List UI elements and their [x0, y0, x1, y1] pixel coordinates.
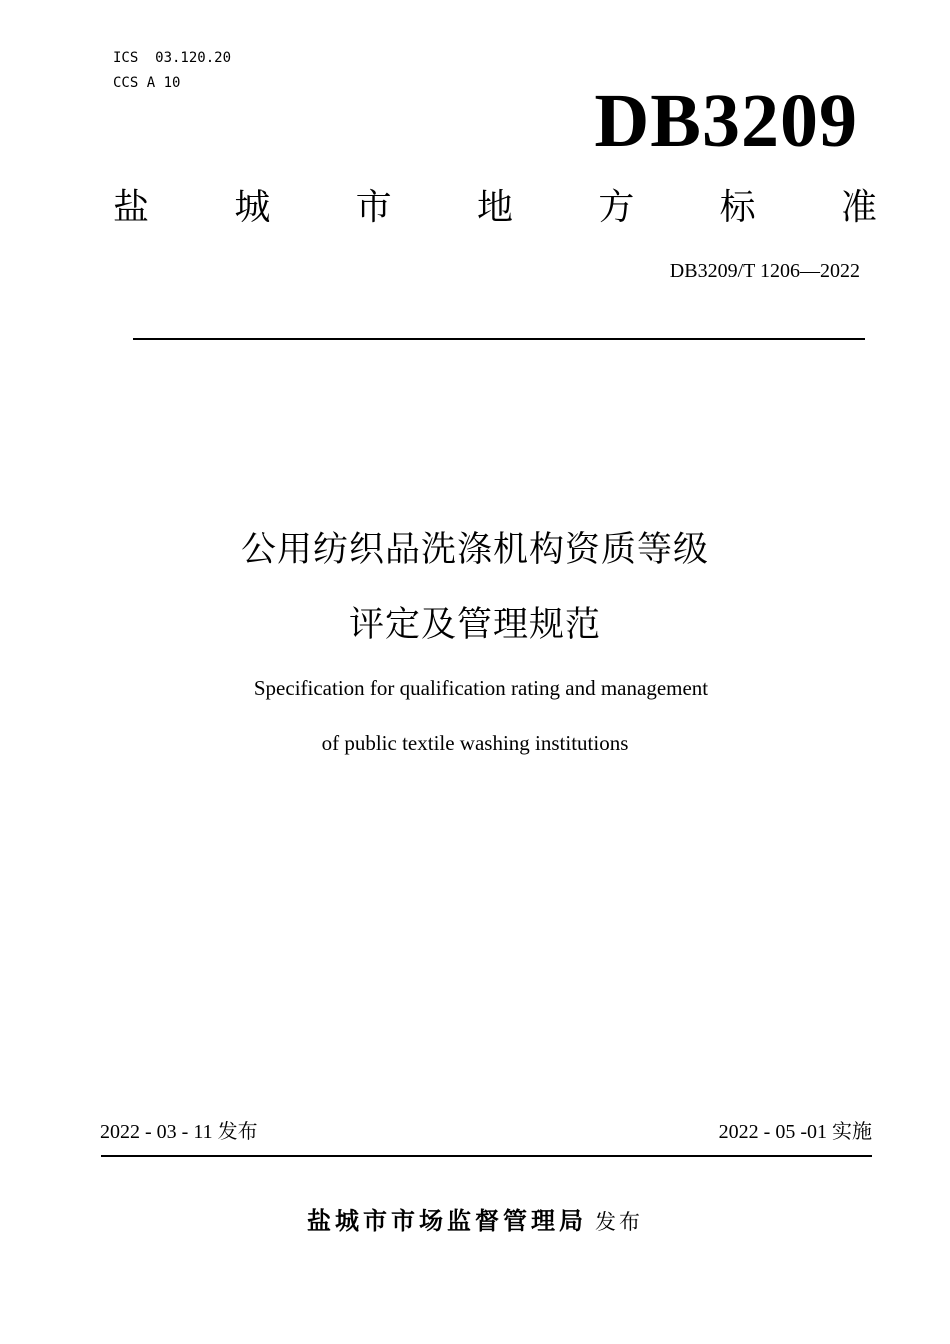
standard-number: DB3209/T 1206—2022 — [669, 260, 860, 282]
title-en-line-2: of public textile washing institutions — [321, 731, 629, 755]
publisher-name: 盐城市市场监督管理局 — [307, 1207, 587, 1235]
standard-type-char: 准 — [840, 187, 877, 228]
standard-type-heading — [113, 185, 877, 231]
ccs-code: CCS A 10 — [113, 75, 181, 91]
title-en-line-1: Specification for qualification rating and management — [253, 676, 709, 700]
publisher-suffix: 发布 — [595, 1210, 643, 1234]
title-cn-line-1: 公用纺织品洗涤机构资质等级 — [240, 530, 709, 570]
standard-type-char: 盐 — [113, 187, 150, 228]
standard-type-char: 地 — [476, 187, 513, 228]
footer-divider — [101, 1155, 872, 1157]
standard-type-char: 方 — [598, 187, 635, 228]
standard-type-char: 城 — [234, 187, 271, 228]
title-cn-line-2: 评定及管理规范 — [348, 605, 601, 645]
db-code-logo: DB3209 — [594, 79, 858, 163]
standard-type-char: 市 — [355, 187, 392, 228]
standard-type-char: 标 — [719, 187, 756, 228]
implementation-date: 2022 - 05 -01 实施 — [718, 1121, 872, 1143]
issue-date: 2022 - 03 - 11 发布 — [100, 1121, 258, 1143]
ics-code: ICS 03.120.20 — [113, 50, 232, 66]
header-divider — [133, 338, 865, 340]
publisher-line — [0, 1205, 950, 1238]
